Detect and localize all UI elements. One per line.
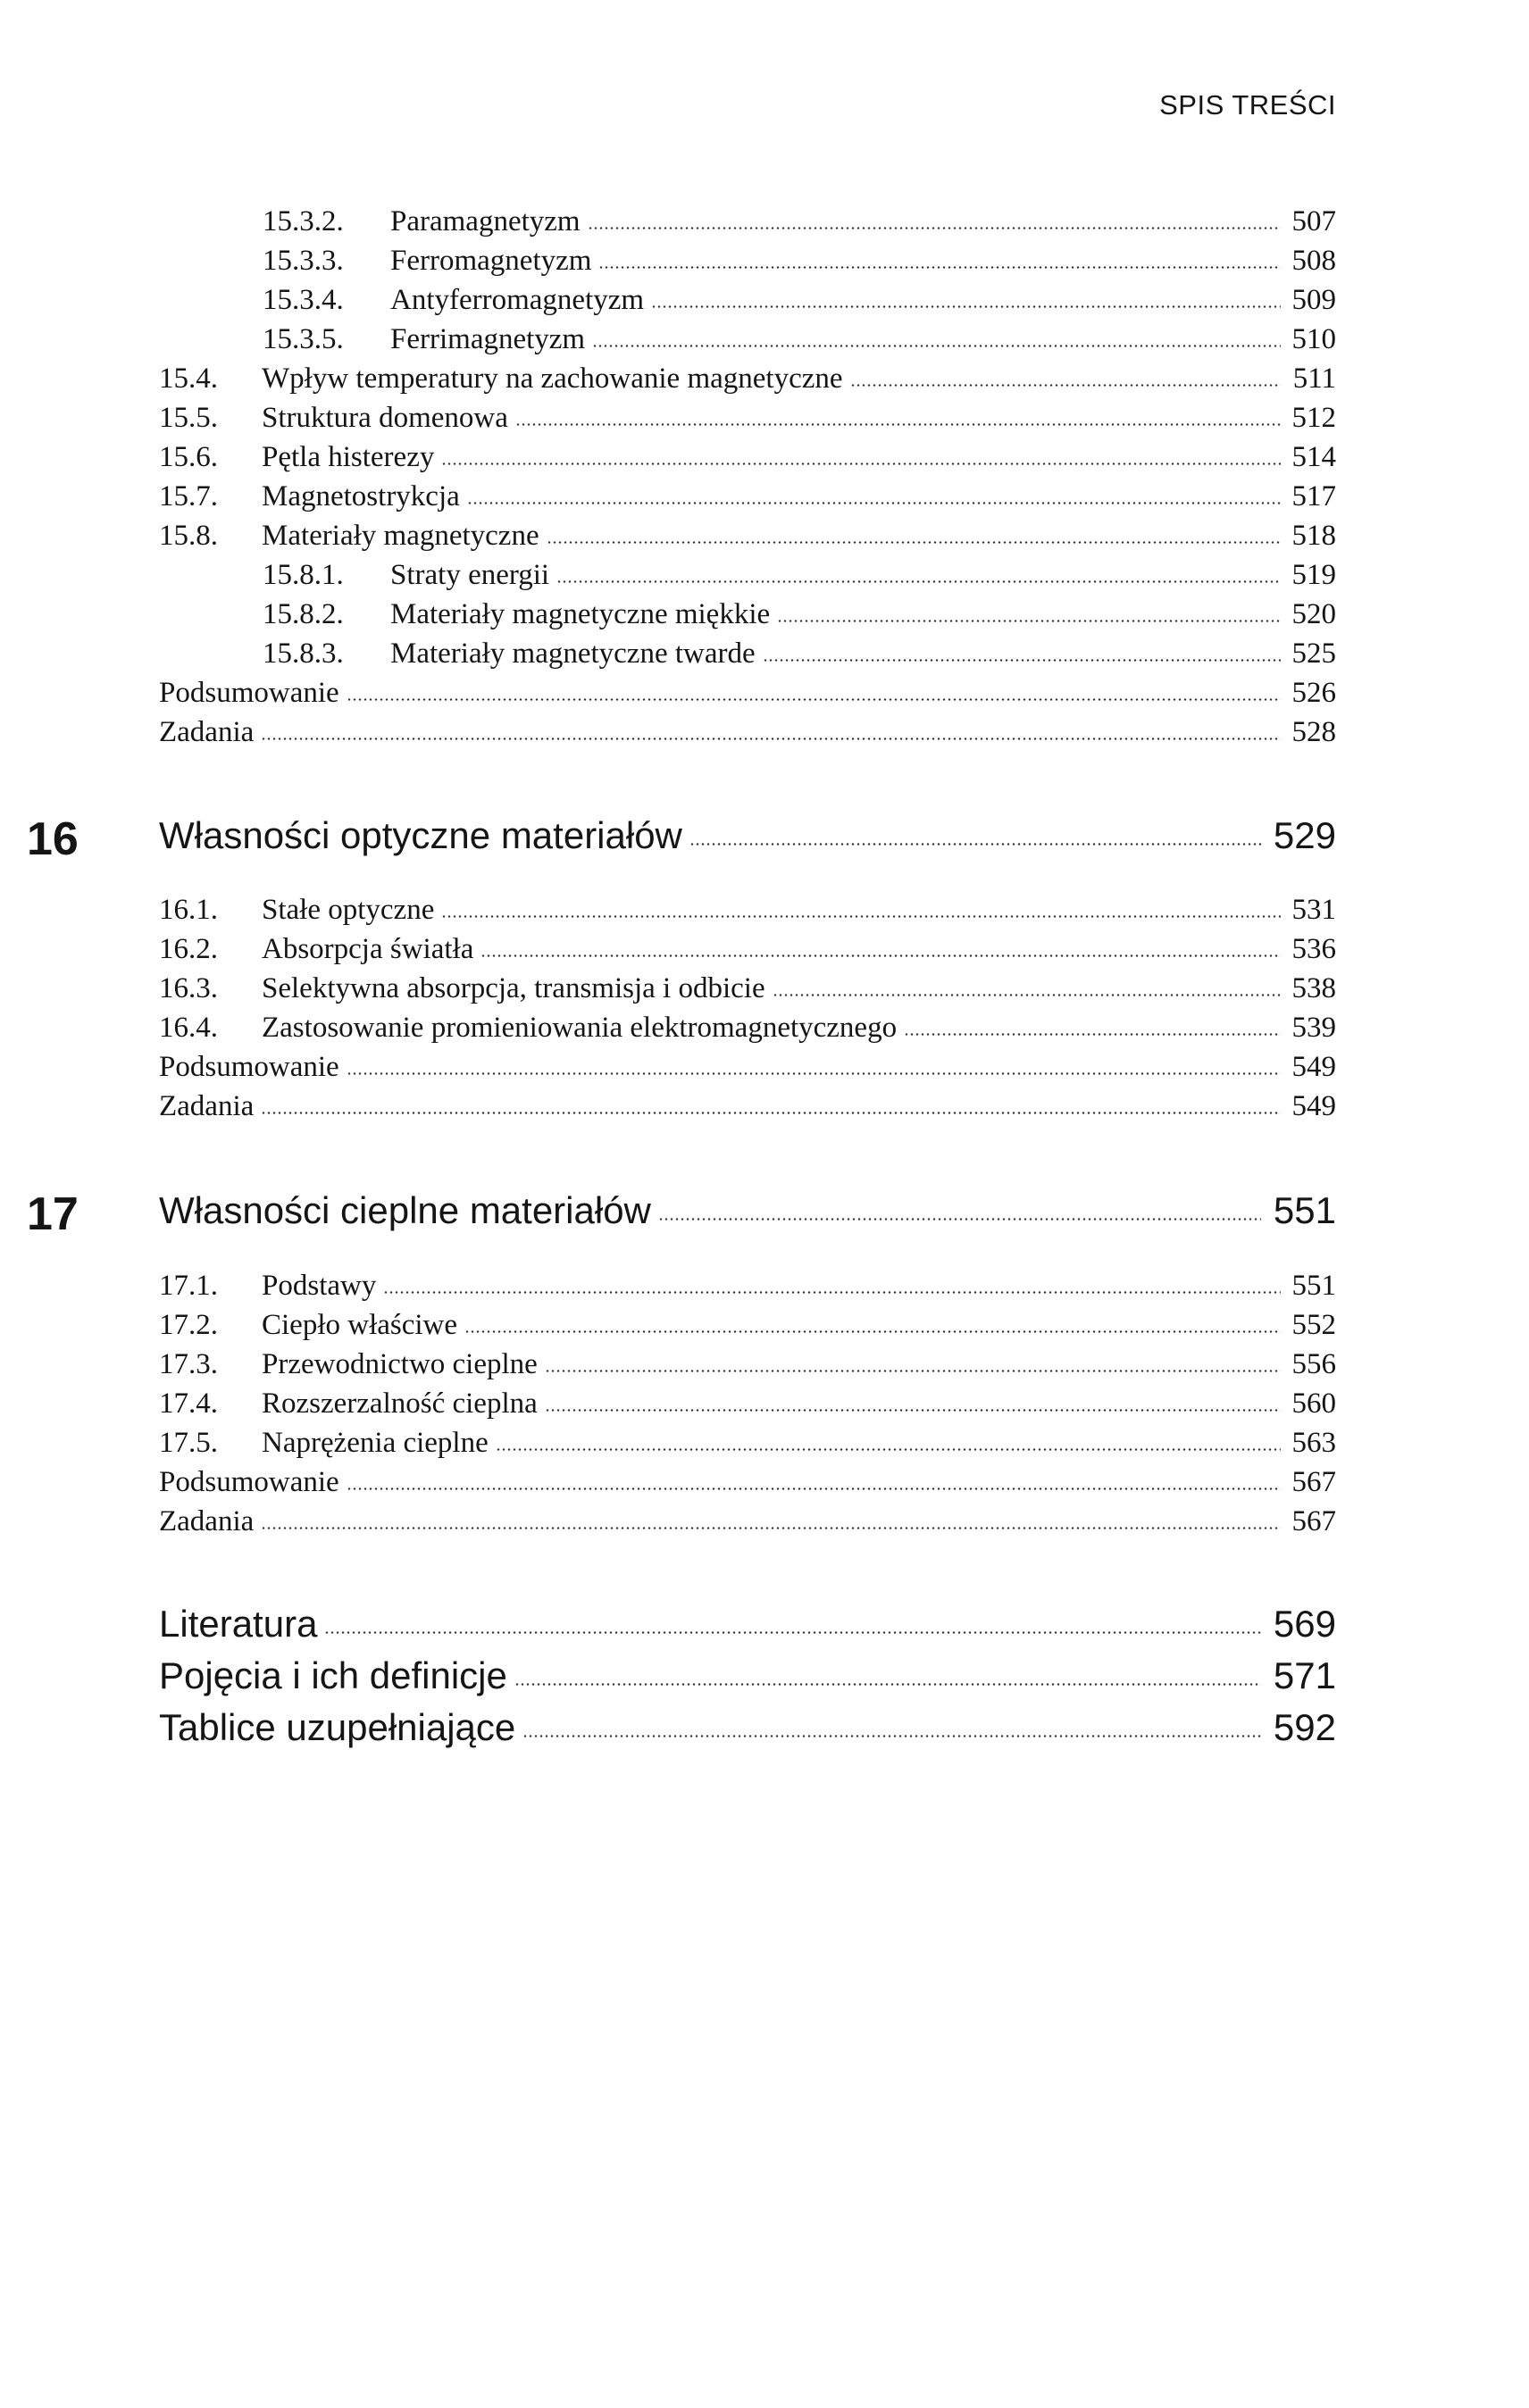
entry-number: 16.2. [159,933,218,965]
leader-dots [383,1271,1281,1301]
entry-page: 560 [1291,1387,1336,1420]
leader-dots [480,935,1281,964]
entry-page: 556 [1291,1348,1336,1380]
entry-page: 531 [1291,894,1336,926]
entry-number: 15.8. [159,520,218,552]
toc-entry-17-1 [159,1271,1336,1301]
entry-page: 507 [1291,205,1336,237]
entry-page: 512 [1291,402,1336,434]
entry-title: Ciepło właściwe [262,1309,458,1341]
leader-dots [514,1657,1261,1695]
toc-entry-summary-15 [159,679,1336,708]
entry-number: 15.3.5. [263,323,344,355]
leader-dots [904,1013,1281,1043]
toc-entry-17-2 [159,1311,1336,1340]
entry-number: 15.5. [159,402,218,434]
toc-entry-16-2 [159,935,1336,964]
leader-dots [598,246,1281,276]
toc-entry-15-8 [159,521,1336,551]
leader-dots [547,521,1281,551]
toc-entry-summary-16 [159,1053,1336,1082]
entry-number: 15.8.3. [263,637,344,670]
entry-title: Zadania [159,1090,255,1122]
chapter-title: Własności cieplne materiałów [159,1189,651,1231]
entry-page: 519 [1291,559,1336,591]
backmatter-title: Pojęcia i ich definicje [159,1654,507,1696]
leader-dots [441,896,1281,925]
entry-number: 17.3. [159,1348,218,1380]
entry-title: Materiały magnetyczne miękkie [390,598,771,630]
backmatter-title: Tablice uzupełniające [159,1706,516,1748]
entry-title: Przewodnictwo cieplne [262,1348,538,1380]
leader-dots [467,482,1281,512]
entry-page: 511 [1292,362,1336,395]
entry-title: Podstawy [262,1270,377,1302]
toc-entry-15-4 [159,364,1336,394]
leader-dots [545,1350,1281,1379]
toc-entry-15-3-4 [263,286,1336,315]
entry-title: Ferrimagnetyzm [390,323,586,355]
entry-number: 15.8.2. [263,598,344,630]
toc-entry-17-5 [159,1429,1336,1458]
toc-entry-exercises-15 [159,718,1336,747]
entry-number: 17.4. [159,1387,218,1420]
toc-appendix-tables [159,1706,1336,1748]
entry-page: 517 [1291,480,1336,512]
entry-number: 15.6. [159,441,218,473]
leader-dots [689,817,1261,854]
leader-dots [545,1389,1281,1419]
backmatter-page: 569 [1273,1603,1336,1645]
toc-entry-16-1 [159,896,1336,925]
entry-number: 17.2. [159,1309,218,1341]
toc-entry-17-3 [159,1350,1336,1379]
entry-number: 15.3.4. [263,284,344,316]
backmatter-title: Literatura [159,1603,318,1645]
entry-page: 526 [1291,677,1336,709]
entry-number: 16.1. [159,894,218,926]
backmatter-page: 571 [1273,1654,1336,1696]
toc-entry-16-3 [159,974,1336,1004]
chapter-title: Własności optyczne materiałów [159,814,682,856]
entry-title: Podsumowanie [159,677,339,709]
toc-entry-15-8-1 [263,561,1336,590]
leader-dots [850,364,1281,394]
leader-dots [324,1605,1261,1643]
leader-dots [763,639,1281,669]
entry-page: 551 [1291,1270,1336,1302]
chapter-page: 529 [1273,814,1336,856]
leader-dots [773,974,1281,1004]
leader-dots [592,325,1281,354]
entry-page: 549 [1291,1051,1336,1083]
chapter-page: 551 [1273,1189,1336,1231]
chapter-16-number: 16 [27,813,79,865]
entry-number: 15.3.2. [263,205,344,237]
entry-title: Paramagnetyzm [390,205,581,237]
entry-title: Materiały magnetyczne twarde [390,637,756,670]
toc-literature [159,1605,1336,1643]
entry-page: 520 [1291,598,1336,630]
entry-title: Selektywna absorpcja, transmisja i odbicie [262,972,765,1004]
entry-page: 567 [1291,1466,1336,1498]
chapter-17-heading [159,1189,1336,1231]
leader-dots [261,1092,1281,1121]
entry-title: Ferromagnetyzm [390,245,592,277]
toc-entry-exercises-16 [159,1092,1336,1121]
entry-number: 17.5. [159,1427,218,1459]
entry-number: 16.3. [159,972,218,1004]
leader-dots [496,1429,1281,1458]
entry-page: 510 [1291,323,1336,355]
entry-title: Struktura domenowa [262,402,508,434]
entry-page: 563 [1291,1427,1336,1459]
entry-title: Rozszerzalność cieplna [262,1387,538,1420]
entry-page: 567 [1291,1505,1336,1537]
leader-dots [651,286,1281,315]
toc-glossary [159,1654,1336,1696]
toc-entry-15-3-5 [263,325,1336,354]
entry-number: 15.8.1. [263,559,344,591]
leader-dots [347,679,1281,708]
entry-title: Wpływ temperatury na zachowanie magnetyczne [262,362,843,395]
entry-title: Podsumowanie [159,1466,339,1498]
entry-number: 15.7. [159,480,218,512]
entry-title: Zastosowanie promieniowania elektromagnetycznego [262,1012,898,1044]
entry-title: Materiały magnetyczne [262,520,539,552]
leader-dots [347,1468,1281,1497]
entry-page: 539 [1291,1012,1336,1044]
toc-entry-15-7 [159,482,1336,512]
leader-dots [522,1709,1261,1746]
entry-title: Magnetostrykcja [262,480,460,512]
leader-dots [261,718,1281,747]
entry-page: 525 [1291,637,1336,670]
entry-page: 508 [1291,245,1336,277]
entry-number: 15.3.3. [263,245,344,277]
toc-entry-15-8-3 [263,639,1336,669]
leader-dots [777,600,1281,629]
entry-page: 552 [1291,1309,1336,1341]
entry-page: 528 [1291,716,1336,748]
chapter-16-heading [159,814,1336,856]
leader-dots [464,1311,1281,1340]
chapter-17-number: 17 [27,1188,79,1240]
entry-page: 538 [1291,972,1336,1004]
leader-dots [261,1507,1281,1537]
toc-entry-15-6 [159,443,1336,472]
entry-page: 536 [1291,933,1336,965]
leader-dots [347,1053,1281,1082]
entry-title: Antyferromagnetyzm [390,284,645,316]
entry-title: Naprężenia cieplne [262,1427,489,1459]
leader-dots [556,561,1281,590]
toc-entry-summary-17 [159,1468,1336,1497]
leader-dots [441,443,1281,472]
entry-number: 15.4. [159,362,218,395]
entry-page: 514 [1291,441,1336,473]
toc-entry-17-4 [159,1389,1336,1419]
toc-entry-exercises-17 [159,1507,1336,1537]
entry-number: 17.1. [159,1270,218,1302]
entry-title: Zadania [159,716,255,748]
entry-page: 518 [1291,520,1336,552]
entry-title: Absorpcja światła [262,933,474,965]
leader-dots [658,1192,1261,1229]
toc-entry-15-3-2 [263,207,1336,237]
entry-title: Straty energii [390,559,550,591]
toc-entry-16-4 [159,1013,1336,1043]
toc-entry-15-3-3 [263,246,1336,276]
leader-dots [515,404,1281,433]
running-header: SPIS TREŚCI [1159,89,1336,121]
entry-title: Zadania [159,1505,255,1537]
toc-entry-15-5 [159,404,1336,433]
entry-title: Stałe optyczne [262,894,435,926]
entry-title: Pętla histerezy [262,441,435,473]
entry-number: 16.4. [159,1012,218,1044]
entry-page: 509 [1291,284,1336,316]
entry-page: 549 [1291,1090,1336,1122]
backmatter-page: 592 [1273,1706,1336,1748]
leader-dots [588,207,1281,237]
toc-entry-15-8-2 [263,600,1336,629]
entry-title: Podsumowanie [159,1051,339,1083]
